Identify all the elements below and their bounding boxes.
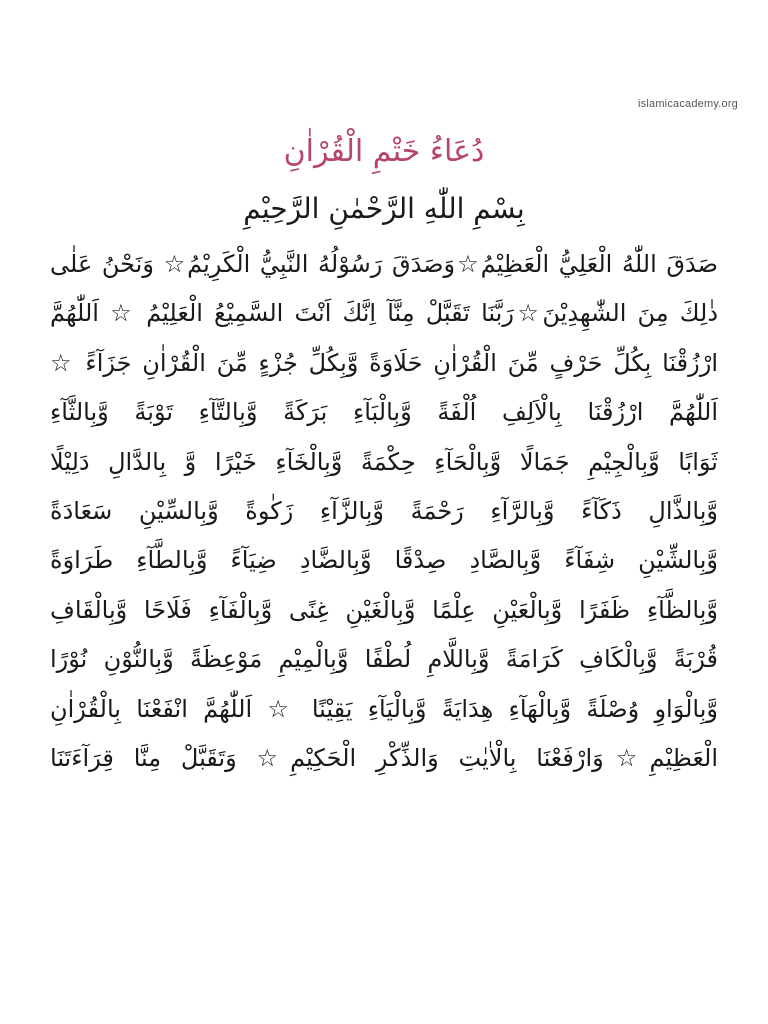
site-watermark: islamicacademy.org: [638, 98, 738, 110]
basmala-heading: بِسْمِ اللّٰهِ الرَّحْمٰنِ الرَّحِيْمِ: [243, 192, 525, 225]
page-title: دُعَاءُ خَتْمِ الْقُرْاٰنِ: [283, 134, 485, 169]
dua-line-11: الْعَظِيْمِ☆وَارْفَعْنَا بِالْاٰيٰتِ وَالذِّكْرِ الْحَكِيْمِ☆ وَتَقَبَّلْ مِنَّا قِرَآءَتَنَا: [50, 743, 718, 772]
dua-line-8: وَّبِالظَّآءِ ظَفَرًا وَّبِالْعَيْنِ عِلْمًا وَّبِالْغَيْنِ غِنًى وَّبِالْفَآءِ فَلَاحًا وَّبِالْقَافِ: [50, 595, 718, 624]
dua-text-body: [50, 240, 718, 783]
dua-line-4: اَللّٰهُمَّ ارْزُقْنَا بِالْاَلِفِ اُلْفَةً وَّبِالْبَآءِ بَرَكَةً وَّبِالتَّآءِ تَوْبَةً وَّبِالثَّآءِ: [50, 398, 718, 427]
dua-line-2: ذٰلِكَ مِنَ الشّٰهِدِيْنَ☆رَبَّنَا تَقَبَّلْ مِنَّآ اِنَّكَ اَنْتَ السَّمِيْعُ الْعَلِيْمُ ☆ اَللّٰهُمَّ: [50, 299, 718, 328]
dua-line-5: ثَوَابًا وَّبِالْجِيْمِ جَمَالًا وَّبِالْحَآءِ حِكْمَةً وَّبِالْخَآءِ خَيْرًا وَّ بِالدَّالِ دَلِيْلًا: [50, 447, 718, 476]
dua-line-7: وَّبِالشِّيْنِ شِفَآءً وَّبِالصَّادِ صِدْقًا وَّبِالضَّادِ ضِيَآءً وَّبِالطَّآءِ طَرَاوَةً: [50, 546, 718, 575]
dua-line-10: وَّبِالْوَاوِ وُصْلَةً وَّبِالْهَآءِ هِدَايَةً وَّبِالْيَآءِ يَقِيْنًا ☆ اَللّٰهُمَّ انْفَعْنَا بِالْقُرْاٰنِ: [50, 694, 718, 723]
dua-line-6: وَّبِالذَّالِ ذَكَآءً وَّبِالرَّآءِ رَحْمَةً وَّبِالزَّآءِ زَكٰوةً وَّبِالسِّيْنِ سَعَادَةً: [50, 496, 718, 525]
dua-line-3: ارْزُقْنَا بِكُلِّ حَرْفٍ مِّنَ الْقُرْاٰنِ حَلَاوَةً وَّبِكُلِّ جُزْءٍ مِّنَ الْقُرْاٰنِ جَزَآءً ☆: [50, 348, 718, 377]
dua-line-1: صَدَقَ اللّٰهُ الْعَلِيُّ الْعَظِيْمُ☆وَصَدَقَ رَسُوْلُهُ النَّبِيُّ الْكَرِيْمُ☆ وَنَحْنُ عَلٰى: [50, 250, 718, 278]
dua-line-9: قُرْبَةً وَّبِالْكَافِ كَرَامَةً وَّبِاللَّامِ لُطْفًا وَّبِالْمِيْمِ مَوْعِظَةً وَّبِالنُّوْنِ نُوْرًا: [50, 645, 718, 674]
